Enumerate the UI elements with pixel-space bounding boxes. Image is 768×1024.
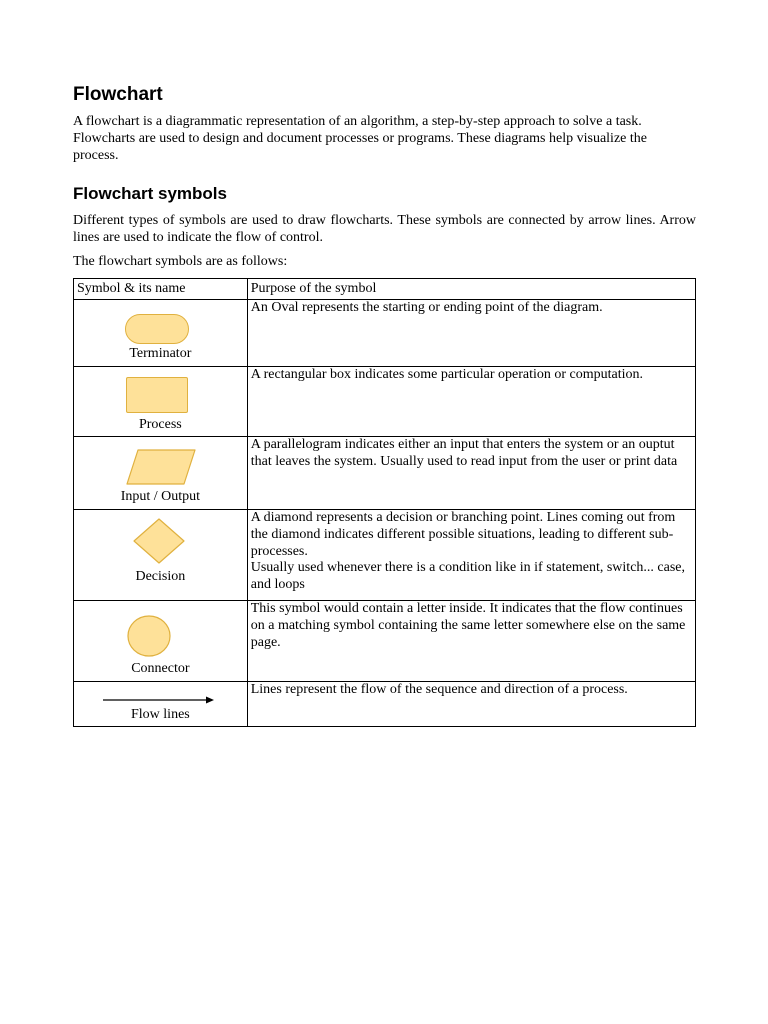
symbol-name: Flow lines [131,707,190,722]
section-heading-symbols: Flowchart symbols [73,184,227,203]
purpose-cell: This symbol would contain a letter inside. It indicates that the flow continues on a matching symbol containing the same letter somewhere else on the same page. [247,601,695,682]
symbol-cell [74,367,248,437]
symbol-cell [74,510,248,601]
symbols-intro-paragraph: Different types of symbols are used to draw flowcharts. These symbols are connected by arrow lines. Arrow lines are used to indicate the flow of control. [73,213,696,245]
symbol-cell [74,300,248,367]
table-row [74,437,696,510]
purpose-cell: Lines represent the flow of the sequence and direction of a process. [247,682,695,727]
flow-line-arrow-icon [102,695,217,705]
table-row [74,367,696,437]
input-output-parallelogram-icon [126,449,196,485]
table-row [74,682,696,727]
symbol-name: Terminator [129,346,192,361]
symbol-name: Connector [131,661,190,676]
symbols-lead-paragraph: The flowchart symbols are as follows: [73,254,288,269]
symbol-name: Process [138,417,182,432]
symbol-cell [74,601,248,682]
header-purpose: Purpose of the symbol [247,279,695,300]
symbol-cell [74,682,248,727]
process-rectangle-icon [126,377,188,413]
decision-diamond-icon [133,518,185,564]
symbol-name: Input / Output [120,489,201,504]
header-symbol-name: Symbol & its name [74,279,248,300]
purpose-cell: An Oval represents the starting or ending point of the diagram. [247,300,695,367]
table-row [74,510,696,601]
table-row [74,601,696,682]
purpose-text-extra: Usually used whenever there is a condition like in if statement, switch... case, and loops [250,560,686,593]
intro-paragraph: A flowchart is a diagrammatic representation of an algorithm, a step-by-step approach to solve a task. Flowcharts are used to design and document processes or programs. These diagrams help visualize the process. [73,114,647,163]
symbol-name: Decision [135,569,186,584]
connector-circle-icon [127,615,173,659]
page-title: Flowchart [73,84,163,105]
table-header-row [74,279,696,300]
purpose-cell [247,510,695,601]
purpose-cell: A rectangular box indicates some particular operation or computation. [247,367,695,437]
purpose-cell: A parallelogram indicates either an input that enters the system or an ouptut that leaves the system. Usually used to read input from the user or print data [247,437,695,510]
table-row [74,300,696,367]
symbols-table [73,278,696,727]
purpose-text: A diamond represents a decision or branching point. Lines coming out from the diamond indicates different possible situations, leading to different sub-processes. [250,510,676,559]
symbol-cell [74,437,248,510]
terminator-oval-icon [125,314,189,344]
